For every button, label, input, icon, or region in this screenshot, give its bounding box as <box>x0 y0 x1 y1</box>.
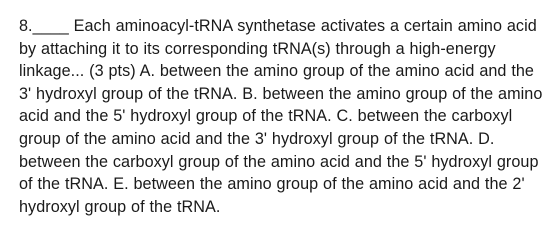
question-text: 8.____ Each aminoacyl-tRNA synthetase activates a certain amino acid by attaching it to its corresponding tRNA(s) through a high-energy linkage... (3 pts) A. between the amino group of the amino acid and the 3' hydroxyl group of the tRNA. B. between the amino group of the amino acid and the 5' hydroxyl group of the tRNA. C. between the carboxyl group of the amino acid and the 3' hydroxyl group of the tRNA. D. between the carboxyl group of the amino acid and the 5' hydroxyl group of the tRNA. E. between the amino group of the amino acid and the 2' hydroxyl group of the tRNA. <box>19 17 543 216</box>
